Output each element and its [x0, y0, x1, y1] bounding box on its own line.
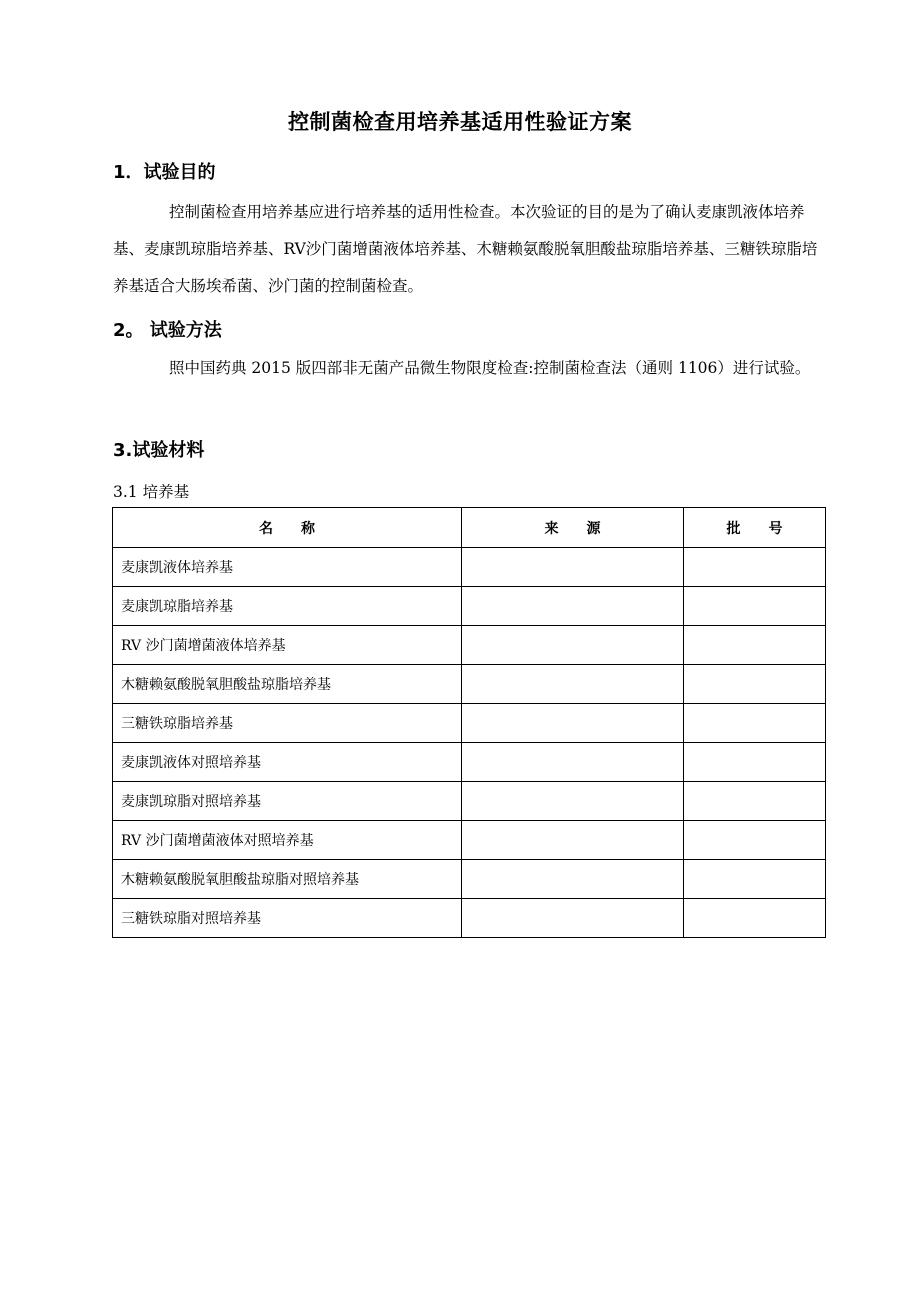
- table-row: [113, 899, 826, 938]
- cell-batch-number: [684, 899, 826, 938]
- table-row: [113, 743, 826, 782]
- cell-source: [462, 665, 684, 704]
- cell-batch-number: [684, 782, 826, 821]
- header-batch-number: 批 号: [684, 508, 826, 548]
- cell-name: 三糖铁琼脂培养基: [113, 704, 462, 743]
- section-1-heading: 1．试验目的: [113, 162, 216, 183]
- cell-source: [462, 704, 684, 743]
- section-2-paragraph: 照中国药典 2015 版四部非无菌产品微生物限度检查:控制菌检查法（通则 1106）进行试验。: [169, 359, 811, 377]
- table-row: [113, 626, 826, 665]
- table-row: [113, 782, 826, 821]
- culture-media-table: [112, 507, 826, 938]
- document-title: 控制菌检查用培养基适用性验证方案: [288, 110, 632, 134]
- section-3-heading: 3.试验材料: [113, 440, 205, 461]
- cell-source: [462, 821, 684, 860]
- cell-name: 麦康凯琼脂对照培养基: [113, 782, 462, 821]
- section-1-paragraph: 控制菌检查用培养基应进行培养基的适用性检查。本次验证的目的是为了确认麦康凯液体培养基、麦康凯琼脂培养基、RV沙门菌增菌液体培养基、木糖赖氨酸脱氧胆酸盐琼脂培养基、三糖铁琼脂培养基适合大肠埃希菌、沙门菌的控制菌检查。: [113, 203, 818, 295]
- cell-name: 麦康凯液体对照培养基: [113, 743, 462, 782]
- header-name: 名 称: [113, 508, 462, 548]
- cell-name: RV 沙门菌增菌液体培养基: [113, 626, 462, 665]
- section-3-1-subheading: 3.1 培养基: [113, 483, 190, 501]
- table-row: [113, 704, 826, 743]
- cell-name: RV 沙门菌增菌液体对照培养基: [113, 821, 462, 860]
- cell-source: [462, 899, 684, 938]
- cell-source: [462, 548, 684, 587]
- cell-batch-number: [684, 704, 826, 743]
- cell-name: 麦康凯琼脂培养基: [113, 587, 462, 626]
- cell-batch-number: [684, 821, 826, 860]
- cell-source: [462, 626, 684, 665]
- table-row: [113, 821, 826, 860]
- table-row: [113, 860, 826, 899]
- cell-source: [462, 782, 684, 821]
- cell-name: 木糖赖氨酸脱氧胆酸盐琼脂培养基: [113, 665, 462, 704]
- cell-batch-number: [684, 587, 826, 626]
- cell-batch-number: [684, 860, 826, 899]
- cell-name: 麦康凯液体培养基: [113, 548, 462, 587]
- table-header-row: [113, 508, 826, 548]
- cell-batch-number: [684, 743, 826, 782]
- cell-name: 木糖赖氨酸脱氧胆酸盐琼脂对照培养基: [113, 860, 462, 899]
- cell-batch-number: [684, 548, 826, 587]
- cell-source: [462, 860, 684, 899]
- table-row: [113, 587, 826, 626]
- cell-source: [462, 743, 684, 782]
- table-row: [113, 548, 826, 587]
- cell-source: [462, 587, 684, 626]
- cell-batch-number: [684, 665, 826, 704]
- section-2-heading: 2。 试验方法: [113, 320, 222, 341]
- header-source: 来 源: [462, 508, 684, 548]
- table-row: [113, 665, 826, 704]
- cell-name: 三糖铁琼脂对照培养基: [113, 899, 462, 938]
- cell-batch-number: [684, 626, 826, 665]
